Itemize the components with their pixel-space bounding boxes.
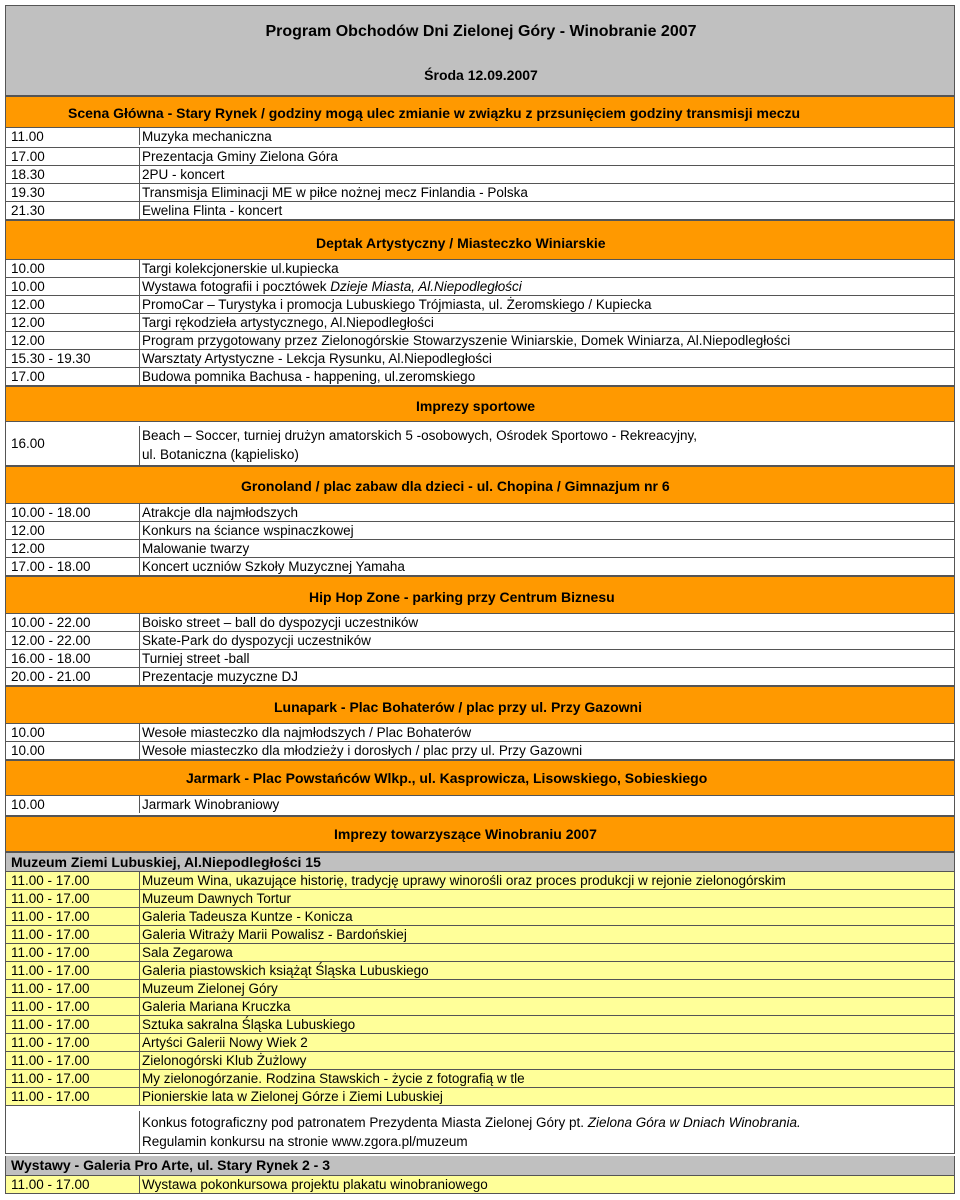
- row-time: 18.30: [11, 167, 45, 182]
- table-row: [5, 724, 955, 742]
- row-time: 11.00 - 17.00: [11, 981, 90, 996]
- row-desc: Wesołe miasteczko dla najmłodszych / Plac Bohaterów: [142, 725, 472, 740]
- row-desc: Turniej street -ball: [142, 651, 250, 666]
- table-row: [5, 504, 955, 522]
- row-desc: Galeria Tadeusza Kuntze - Konicza: [142, 909, 353, 924]
- row-desc: Jarmark Winobraniowy: [142, 797, 280, 812]
- section-hiphop: [5, 576, 955, 614]
- row-time: 11.00 - 17.00: [11, 891, 90, 906]
- table-row: [5, 184, 955, 202]
- table-row: [5, 332, 955, 350]
- row-desc: Muzeum Zielonej Góry: [142, 981, 278, 996]
- program-title: Program Obchodów Dni Zielonej Góry - Winobranie 2007: [265, 23, 697, 40]
- section-scena-title: Scena Główna - Stary Rynek / godziny mogą ulec zmianie w związku z przsunięciem godziny transmisji meczu: [68, 105, 801, 121]
- table-row: [5, 872, 955, 890]
- table-row: [5, 166, 955, 184]
- museum-contest-note: [5, 1106, 955, 1154]
- section-sport-title: Imprezy sportowe: [416, 398, 536, 414]
- program-date: Środa 12.09.2007: [424, 67, 538, 83]
- row-time: 10.00 - 18.00: [11, 505, 91, 520]
- table-row: [5, 1070, 955, 1088]
- row-desc: Galeria piastowskich książąt Śląska Lubuskiego: [142, 963, 429, 978]
- wystawy-heading: Wystawy - Galeria Pro Arte, ul. Stary Rynek 2 - 3: [5, 1156, 955, 1176]
- row-time: 11.00 - 17.00: [11, 1177, 90, 1192]
- table-row: [5, 202, 955, 220]
- table-row: [5, 742, 955, 760]
- table-row: [5, 962, 955, 980]
- row-desc-italic: Dzieje Miasta, Al.Niepodległości: [330, 279, 522, 294]
- row-desc: Targi rękodzieła artystycznego, Al.Niepodległości: [142, 315, 434, 330]
- row-desc-part: Wystawa fotografii i pocztówek: [142, 279, 331, 294]
- row-time: 15.30 - 19.30: [11, 351, 91, 366]
- row-desc: Atrakcje dla najmłodszych: [142, 505, 299, 520]
- row-desc: Galeria Mariana Kruczka: [142, 999, 291, 1014]
- row-desc: Prezentacje muzyczne DJ: [142, 669, 299, 684]
- row-time: 17.00: [11, 369, 45, 384]
- table-row: [5, 1088, 955, 1106]
- table-row: [5, 128, 955, 148]
- table-row: [5, 998, 955, 1016]
- row-desc: Malowanie twarzy: [142, 541, 250, 556]
- table-row: [5, 1016, 955, 1034]
- row-desc: Boisko street – ball do dyspozycji uczestników: [142, 615, 419, 630]
- row-desc: Budowa pomnika Bachusa - happening, ul.zeromskiego: [142, 369, 476, 384]
- section-towarzyszace-title: Imprezy towarzyszące Winobraniu 2007: [334, 826, 597, 842]
- row-time: 11.00 - 17.00: [11, 1053, 90, 1068]
- row-time: 12.00: [11, 315, 45, 330]
- table-row: [5, 314, 955, 332]
- row-desc: Galeria Witraży Marii Powalisz - Bardońskiej: [142, 927, 407, 942]
- row-time: 10.00: [11, 797, 45, 812]
- table-row: [5, 558, 955, 576]
- table-row: [5, 614, 955, 632]
- row-desc-line: ul. Botaniczna (kąpielisko): [142, 447, 299, 462]
- row-time: 12.00: [11, 523, 45, 538]
- row-desc-line: Beach – Soccer, turniej drużyn amatorskich 5 -osobowych, Ośrodek Sportowo - Rekreacyjny,: [142, 428, 697, 443]
- table-row: [5, 422, 955, 466]
- contest-line: Konkus fotograficzny pod patronatem Prezydenta Miasta Zielonej Góry pt.: [142, 1115, 588, 1130]
- row-time: 11.00 - 17.00: [11, 927, 90, 942]
- row-desc: Transmisja Eliminacji ME w piłce nożnej mecz Finlandia - Polska: [142, 185, 528, 200]
- table-row: [5, 1034, 955, 1052]
- row-time: 16.00: [11, 436, 45, 451]
- table-row: [5, 260, 955, 278]
- row-time: 19.30: [11, 185, 45, 200]
- row-time: 11.00 - 17.00: [11, 1089, 90, 1104]
- table-row: [5, 890, 955, 908]
- section-deptak-title: Deptak Artystyczny / Miasteczko Winiarskie: [316, 235, 606, 251]
- row-time: 10.00 - 22.00: [11, 615, 91, 630]
- section-gronoland-title: Gronoland / plac zabaw dla dzieci - ul. Chopina / Gimnazjum nr 6: [241, 478, 670, 494]
- row-time: 10.00: [11, 743, 45, 758]
- row-time: 11.00 - 17.00: [11, 909, 90, 924]
- table-row: [5, 980, 955, 998]
- row-time: 10.00: [11, 279, 45, 294]
- table-row: [5, 296, 955, 314]
- row-time: 17.00 - 18.00: [11, 559, 91, 574]
- row-desc: Artyści Galerii Nowy Wiek 2: [142, 1035, 308, 1050]
- row-time: 12.00: [11, 297, 45, 312]
- contest-regulations-line: Regulamin konkursu na stronie www.zgora.pl/muzeum: [142, 1134, 468, 1149]
- row-desc: Muzeum Dawnych Tortur: [142, 891, 292, 906]
- section-sport: [5, 386, 955, 422]
- row-desc: Sala Zegarowa: [142, 945, 233, 960]
- table-row: [5, 350, 955, 368]
- table-row: [5, 650, 955, 668]
- row-desc: Zielonogórski Klub Żużlowy: [142, 1053, 307, 1068]
- table-row: [5, 148, 955, 166]
- section-hiphop-title: Hip Hop Zone - parking przy Centrum Biznesu: [309, 589, 615, 605]
- row-time: 16.00 - 18.00: [11, 651, 91, 666]
- row-time: 11.00 - 17.00: [11, 1071, 90, 1086]
- row-desc: 2PU - koncert: [142, 167, 225, 182]
- row-desc: Muzyka mechaniczna: [142, 129, 272, 144]
- section-jarmark: [5, 760, 955, 796]
- row-time: 11.00 - 17.00: [11, 963, 90, 978]
- section-lunapark-title: Lunapark - Plac Bohaterów / plac przy ul. Przy Gazowni: [274, 699, 642, 715]
- row-desc: PromoCar – Turystyka i promocja Lubuskiego Trójmiasta, ul. Żeromskiego / Kupiecka: [142, 297, 652, 312]
- row-time: 12.00: [11, 541, 45, 556]
- section-towarzyszace: [5, 816, 955, 852]
- row-time: 10.00: [11, 725, 45, 740]
- table-row: [5, 368, 955, 386]
- row-time: 11.00 - 17.00: [11, 999, 90, 1014]
- row-time: 11.00: [11, 129, 44, 144]
- table-row: [5, 926, 955, 944]
- museum-heading: Muzeum Ziemi Lubuskiej, Al.Niepodległości 15: [5, 852, 955, 872]
- row-desc: Prezentacja Gminy Zielona Góra: [142, 149, 338, 164]
- table-row: [5, 1176, 955, 1194]
- row-time: 20.00 - 21.00: [11, 669, 91, 684]
- row-desc: Program przygotowany przez Zielonogórskie Stowarzyszenie Winiarskie, Domek Winiarza, Al.Niepodległości: [142, 333, 791, 348]
- table-row: [5, 632, 955, 650]
- row-time: 11.00 - 17.00: [11, 1035, 90, 1050]
- row-desc: Pionierskie lata w Zielonej Górze i Ziemi Lubuskiej: [142, 1089, 443, 1104]
- table-row: [5, 1052, 955, 1070]
- row-desc: Konkurs na ściance wspinaczkowej: [142, 523, 354, 538]
- section-gronoland: [5, 466, 955, 504]
- row-time: 11.00 - 17.00: [11, 873, 90, 888]
- row-desc: Sztuka sakralna Śląska Lubuskiego: [142, 1017, 356, 1032]
- row-desc: Koncert uczniów Szkoły Muzycznej Yamaha: [142, 559, 405, 574]
- section-jarmark-title: Jarmark - Plac Powstańców Wlkp., ul. Kasprowicza, Lisowskiego, Sobieskiego: [186, 770, 708, 786]
- table-row: [5, 796, 955, 816]
- row-time: 17.00: [11, 149, 45, 164]
- row-desc: Targi kolekcjonerskie ul.kupiecka: [142, 261, 339, 276]
- row-desc: [142, 278, 522, 295]
- section-lunapark: [5, 686, 955, 724]
- row-time: 11.00 - 17.00: [11, 1017, 90, 1032]
- row-time: 12.00 - 22.00: [11, 633, 91, 648]
- row-time: 12.00: [11, 333, 45, 348]
- title-band: [5, 5, 955, 96]
- row-desc: Muzeum Wina, ukazujące historię, tradycję uprawy winorośli oraz proces produkcji w rejonie zielonogórskim: [142, 873, 786, 888]
- row-desc: Wesołe miasteczko dla młodzieży i dorosłych / plac przy ul. Przy Gazowni: [142, 743, 583, 758]
- row-time: 21.30: [11, 203, 45, 218]
- row-desc: Wystawa pokonkursowa projektu plakatu winobraniowego: [142, 1177, 488, 1192]
- row-desc: Skate-Park do dyspozycji uczestników: [142, 633, 371, 648]
- table-row: [5, 540, 955, 558]
- table-row: [5, 522, 955, 540]
- table-row: [5, 908, 955, 926]
- row-desc: My zielonogórzanie. Rodzina Stawskich - życie z fotografią w tle: [142, 1071, 525, 1086]
- table-row: [5, 278, 955, 296]
- row-time: 10.00: [11, 261, 45, 276]
- contest-title-italic: Zielona Góra w Dniach Winobrania.: [587, 1115, 801, 1130]
- row-time: 11.00 - 17.00: [11, 945, 90, 960]
- museum-contest-text: [142, 1113, 801, 1151]
- table-row: [5, 944, 955, 962]
- row-desc: [142, 426, 942, 466]
- row-desc: Warsztaty Artystyczne - Lekcja Rysunku, Al.Niepodległości: [142, 351, 492, 366]
- row-desc: Ewelina Flinta - koncert: [142, 203, 283, 218]
- table-row: [5, 668, 955, 686]
- section-scena: [5, 96, 955, 128]
- section-deptak: [5, 220, 955, 260]
